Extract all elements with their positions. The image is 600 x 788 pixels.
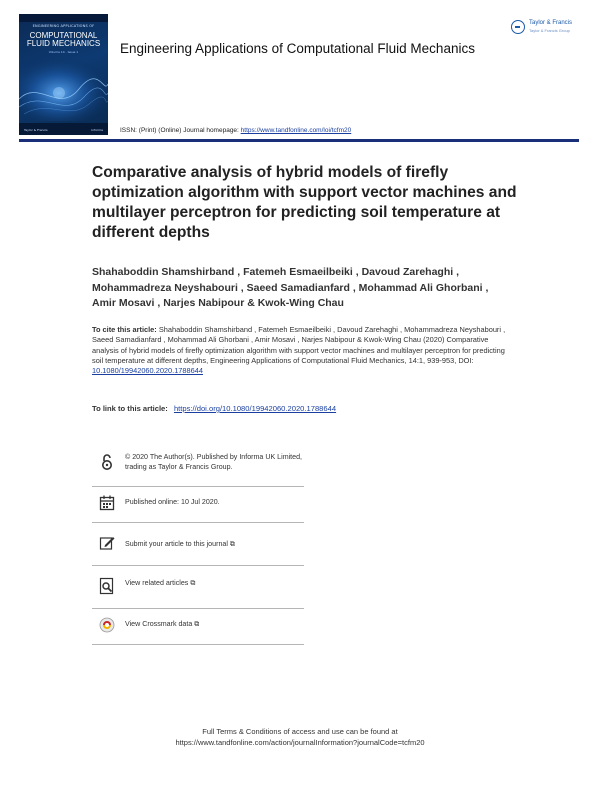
publisher-group: Taylor & Francis Group [529, 28, 570, 33]
cite-text: Shahaboddin Shamshirband , Fatemeh Esmaeilbeiki , Davoud Zarehaghi , Mohammadreza Neyshabouri , Saeed Samadianfard , Mohammad Ali Ghorbani , Amir Mosavi , Narjes Nabipour & Kwok-Wing Chau (2020) Comparative analysis of hybrid models of firefly optimization algorithm with support vector machines and multilayer perceptron for predicting soil temperature at different depths, Engineering Applications of Computational Fluid Mechanics, 14:1, 939-953, DOI: [92, 325, 506, 365]
external-link-icon: ⧉ [190, 580, 196, 587]
submit-link[interactable] [125, 540, 235, 550]
cover-title: COMPUTATIONAL FLUID MECHANICS [26, 31, 101, 48]
cover-publisher-right: Informa [91, 128, 103, 132]
publisher-logo-icon [511, 20, 525, 34]
open-access-icon [99, 453, 115, 471]
issn-line [120, 127, 351, 134]
published-row [92, 488, 304, 523]
article-doi-link[interactable]: https://doi.org/10.1080/19942060.2020.1788644 [173, 404, 337, 413]
submit-row[interactable] [92, 524, 304, 566]
license-text: © 2020 The Author(s). Published by Informa UK Limited, trading as Taylor & Francis Group. [125, 453, 303, 471]
edit-icon [99, 534, 115, 552]
journal-title[interactable]: Engineering Applications of Computational Fluid Mechanics [120, 41, 475, 56]
crossmark-link[interactable] [125, 620, 199, 630]
publisher-logo[interactable] [511, 15, 586, 39]
published-text: Published online: 10 Jul 2020. [125, 498, 220, 506]
publisher-logo-text [529, 20, 572, 34]
related-text: View related articles [125, 579, 189, 587]
journal-cover [19, 14, 108, 135]
journal-homepage-link[interactable]: https://www.tandfonline.com/loi/tcfm20 [240, 127, 352, 134]
related-link[interactable] [125, 579, 195, 589]
submit-text: Submit your article to this journal [125, 540, 228, 548]
calendar-icon [99, 494, 115, 512]
cover-artwork [19, 59, 108, 121]
citation-block [92, 325, 512, 376]
cover-top-text: ENGINEERING APPLICATIONS OF [32, 24, 95, 28]
crossmark-row[interactable] [92, 610, 304, 645]
header-divider [19, 139, 579, 142]
article-title: Comparative analysis of hybrid models of firefly optimization algorithm with support vector machines and multilayer perceptron for predicting soil temperature at different depths [92, 164, 517, 241]
footer [0, 726, 600, 748]
link-label: To link to this article: [92, 404, 168, 413]
crossmark-icon [99, 616, 115, 634]
cite-label: To cite this article: [92, 325, 157, 334]
article-link-line [92, 404, 336, 413]
publisher-name: Taylor & Francis [529, 20, 573, 26]
license-row [92, 447, 304, 487]
search-document-icon [99, 577, 115, 595]
cover-top-strip [19, 14, 108, 22]
cover-subtitle: Volume 14 · Issue 1 [48, 50, 79, 54]
issn-label: ISSN: (Print) (Online) Journal homepage: [120, 127, 239, 134]
crossmark-text: View Crossmark data [125, 620, 193, 628]
footer-terms-text: Full Terms & Conditions of access and use can be found at [202, 727, 398, 736]
external-link-icon: ⧉ [229, 541, 235, 548]
related-row[interactable] [92, 567, 304, 609]
external-link-icon: ⧉ [194, 621, 200, 628]
cover-publisher-left: Taylor & Francis [24, 128, 48, 132]
footer-terms-link[interactable]: https://www.tandfonline.com/action/journalInformation?journalCode=tcfm20 [175, 738, 425, 747]
article-authors: Shahaboddin Shamshirband , Fatemeh Esmaeilbeiki , Davoud Zarehaghi , Mohammadreza Neyshabouri , Saeed Samadianfard , Mohammad Ali Ghorbani , Amir Mosavi , Narjes Nabipour & Kwok-Wing Chau [92, 266, 489, 309]
cite-doi-link[interactable]: 10.1080/19942060.2020.1788644 [92, 366, 203, 376]
